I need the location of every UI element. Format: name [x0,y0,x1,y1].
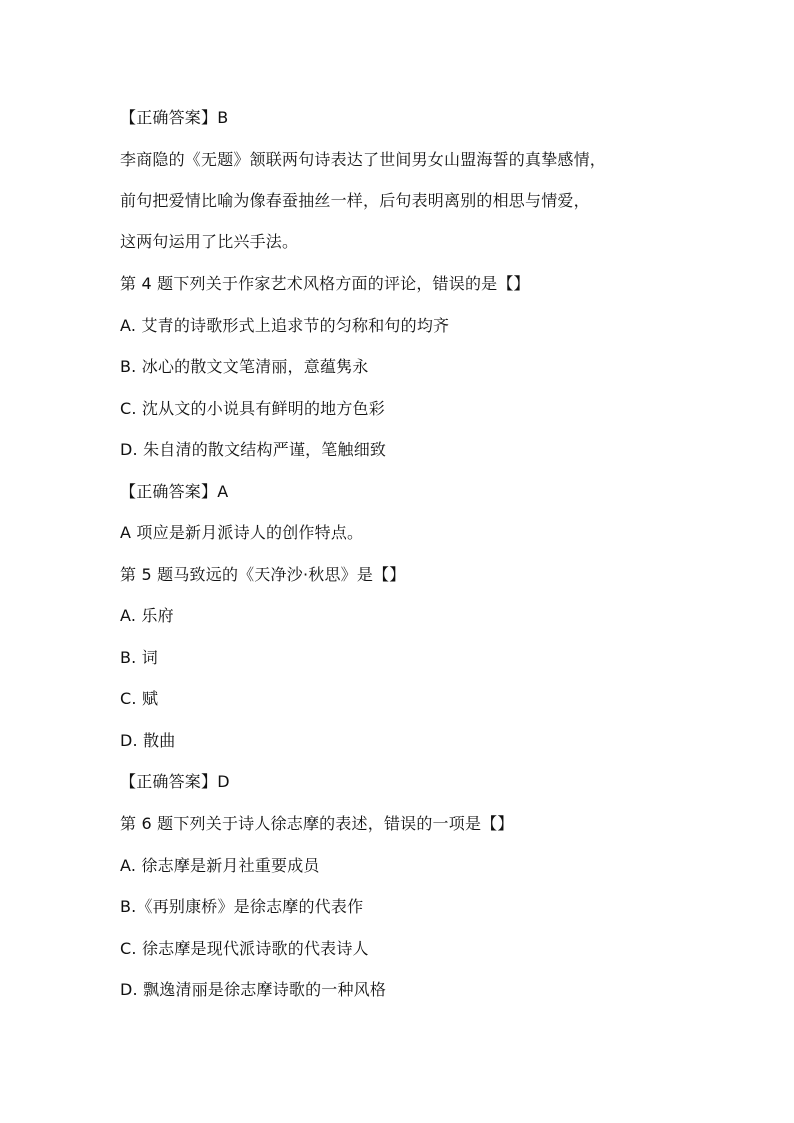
q4-option-d: D. 朱自清的散文结构严谨，笔触细致 [120,440,387,459]
q4-option-b: B. 冰心的散文文笔清丽，意蕴隽永 [120,357,369,376]
q5-option-d: D. 散曲 [120,731,176,750]
q6-question: 第 6 题下列关于诗人徐志摩的表述，错误的一项是【】 [120,814,514,833]
q4-option-a: A. 艾青的诗歌形式上追求节的匀称和句的均齐 [120,316,450,335]
q5-option-c: C. 赋 [120,689,159,708]
q3-explanation-line-2: 前句把爱情比喻为像春蚕抽丝一样，后句表明离别的相思与情爱， [120,191,590,210]
q5-question: 第 5 题马致远的《天净沙·秋思》是【】 [120,565,406,584]
q3-explanation-line-1: 李商隐的《无题》颔联两句诗表达了世间男女山盟海誓的真挚感情， [120,150,607,169]
q5-option-a: A. 乐府 [120,606,174,625]
q3-answer: 【正确答案】B [120,108,229,127]
q5-option-b: B. 词 [120,648,158,667]
q3-explanation-line-3: 这两句运用了比兴手法。 [120,232,299,251]
q5-answer: 【正确答案】D [120,772,230,791]
q6-option-c: C. 徐志摩是现代派诗歌的代表诗人 [120,939,369,958]
q4-explanation: A 项应是新月派诗人的创作特点。 [120,523,364,542]
q6-option-d: D. 飘逸清丽是徐志摩诗歌的一种风格 [120,980,387,999]
q6-option-a: A. 徐志摩是新月社重要成员 [120,856,320,875]
q4-answer: 【正确答案】A [120,482,229,501]
q6-option-b: B.《再别康桥》是徐志摩的代表作 [120,897,364,916]
q4-question: 第 4 题下列关于作家艺术风格方面的评论，错误的是【】 [120,274,530,293]
q4-option-c: C. 沈从文的小说具有鲜明的地方色彩 [120,399,385,418]
